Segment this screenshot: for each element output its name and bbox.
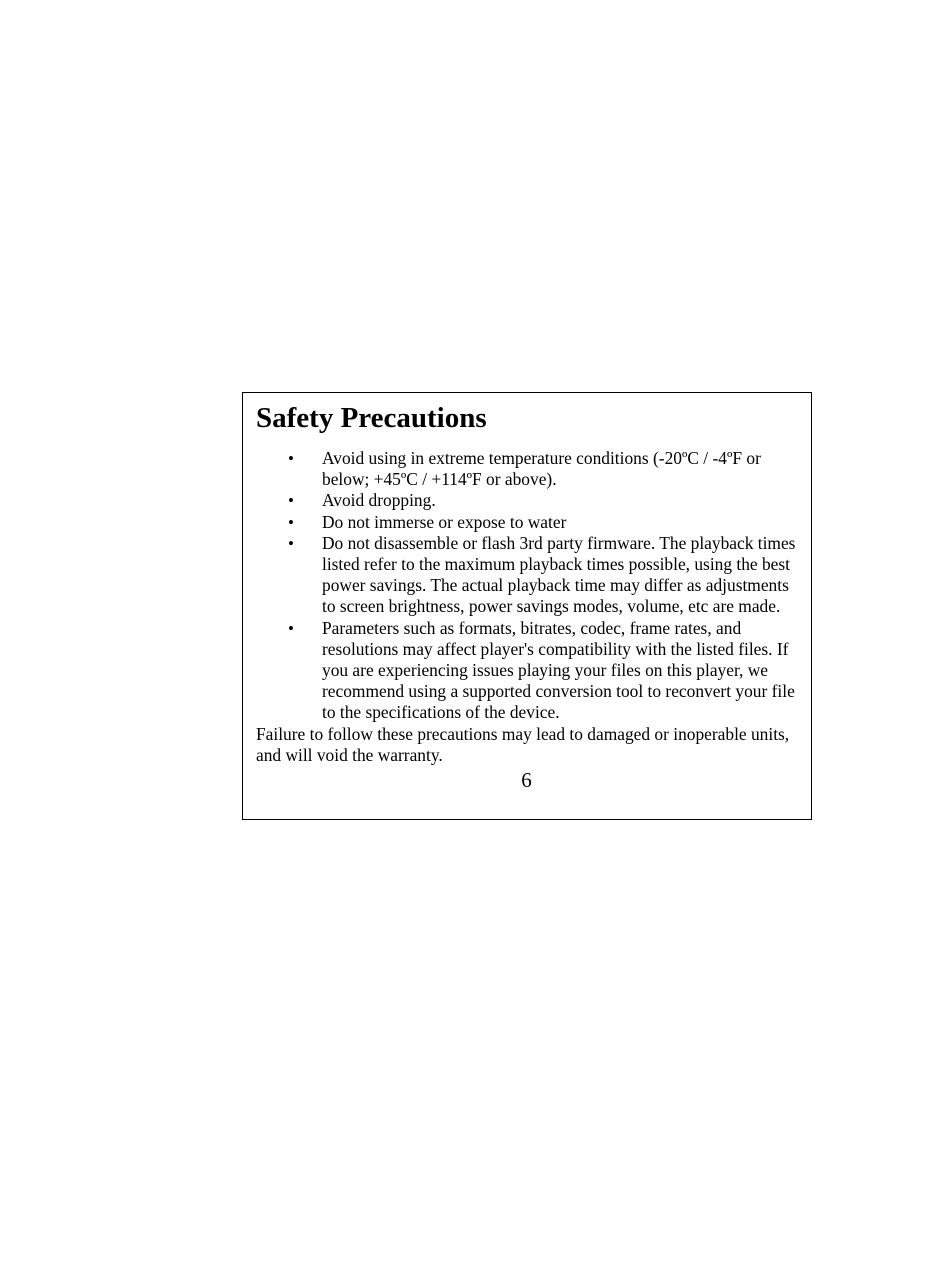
list-item bbox=[256, 512, 797, 533]
list-item bbox=[256, 618, 797, 724]
bullet-icon: • bbox=[288, 618, 294, 638]
page-number: 6 bbox=[521, 768, 532, 793]
bullet-icon: • bbox=[288, 449, 294, 468]
list-item-text: Avoid dropping. bbox=[322, 490, 436, 511]
bullet-icon: • bbox=[288, 491, 294, 511]
page-frame bbox=[242, 392, 812, 820]
bullet-icon: • bbox=[288, 512, 294, 532]
bullet-icon: • bbox=[288, 533, 294, 553]
list-item bbox=[256, 448, 797, 490]
list-item-text: Do not immerse or expose to water bbox=[322, 511, 567, 532]
list-item bbox=[256, 490, 797, 511]
list-item-text: Do not disassemble or flash 3rd party firmware. The playback times listed refer to the maximum playback times possible, using the best power savings. The actual playback time may differ as adjustments to screen brightness, power savings modes, volume, etc are made. bbox=[322, 532, 796, 617]
list-item-text: Avoid using in extreme temperature conditions (-20ºC / -4ºF or below; +45ºC / +114ºF or above). bbox=[322, 448, 761, 490]
page-title: Safety Precautions bbox=[256, 402, 487, 434]
list-item bbox=[256, 533, 797, 618]
list-item-text: Parameters such as formats, bitrates, codec, frame rates, and resolutions may affect player's compatibility with the listed files. If you are experiencing issues playing your files on this player, we recommend using a supported conversion tool to reconvert your file to the specifications of the device. bbox=[322, 617, 795, 723]
closing-paragraph: Failure to follow these precautions may lead to damaged or inoperable units, and will void the warranty. bbox=[256, 723, 790, 765]
precautions-list bbox=[256, 448, 797, 724]
